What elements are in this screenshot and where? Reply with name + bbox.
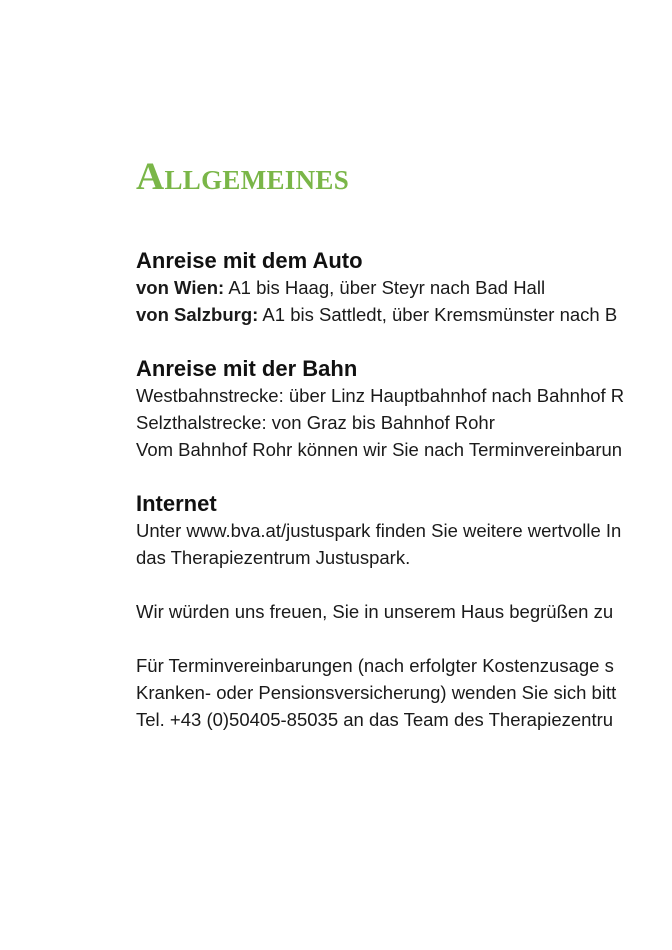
route-text: A1 bis Sattledt, über Kremsmünster nach B	[258, 304, 618, 325]
welcome-line: Wir würden uns freuen, Sie in unserem Haus begrüßen zu	[136, 601, 614, 622]
appointments-line: Tel. +43 (0)50405-85035 an das Team des Therapiezentru	[136, 709, 614, 730]
train-line: Westbahnstrecke: über Linz Hauptbahnhof nach Bahnhof R	[136, 385, 625, 406]
route-line-salzburg	[136, 301, 672, 328]
page-title: Allgemeines	[136, 155, 350, 199]
train-line: Selzthalstrecke: von Graz bis Bahnhof Rohr	[136, 412, 495, 433]
welcome-paragraph	[136, 598, 672, 625]
route-label: von Salzburg:	[136, 304, 259, 325]
train-section	[136, 355, 672, 463]
route-line-vienna	[136, 274, 672, 301]
appointments-line: Kranken- oder Pensionsversicherung) wenden Sie sich bitt	[136, 682, 617, 703]
internet-heading: Internet	[136, 491, 217, 516]
route-text: A1 bis Haag, über Steyr nach Bad Hall	[224, 277, 546, 298]
route-label: von Wien:	[136, 277, 225, 298]
train-heading: Anreise mit der Bahn	[136, 356, 358, 381]
appointments-line: Für Terminvereinbarungen (nach erfolgter Kostenzusage s	[136, 655, 614, 676]
appointments-paragraph	[136, 652, 672, 733]
car-heading: Anreise mit dem Auto	[136, 248, 363, 273]
car-section	[136, 247, 672, 328]
page-content	[136, 247, 672, 760]
internet-line: Unter www.bva.at/justuspark finden Sie weitere wertvolle In	[136, 520, 622, 541]
internet-section	[136, 490, 672, 571]
internet-line: das Therapiezentrum Justuspark.	[136, 547, 411, 568]
train-line: Vom Bahnhof Rohr können wir Sie nach Terminvereinbarun	[136, 439, 623, 460]
